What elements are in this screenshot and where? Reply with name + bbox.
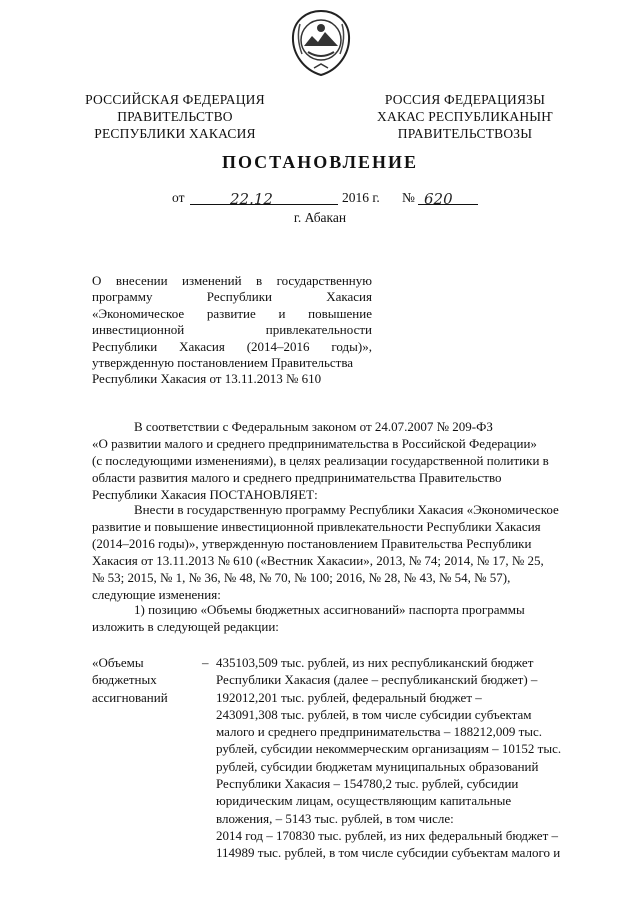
word: в bbox=[255, 273, 263, 288]
value-line: 435103,509 тыс. рублей, из них республиканский бюджет bbox=[216, 655, 534, 670]
subject-line bbox=[92, 306, 372, 322]
header-left-line: ПРАВИТЕЛЬСТВО bbox=[117, 109, 233, 124]
text-line: (с последующими изменениями), в целях реализации государственной политики в bbox=[92, 453, 549, 468]
text-line: В соответствии с Федеральным законом от 24.07.2007 № 209-ФЗ bbox=[134, 419, 493, 434]
value-line: Республики Хакасия (далее – республиканский бюджет) – bbox=[216, 672, 538, 688]
label-line: ассигнований bbox=[92, 689, 168, 705]
value-line: юридическим лицам, осуществляющим капитальные bbox=[216, 793, 512, 809]
text-line: Внести в государственную программу Республики Хакасия «Экономическое bbox=[134, 502, 559, 517]
text-line: Республики Хакасия ПОСТАНОВЛЯЕТ: bbox=[92, 487, 318, 502]
value-line: вложения, – 5143 тыс. рублей, в том числе: bbox=[216, 810, 454, 826]
text-line: изложить в следующей редакции: bbox=[92, 619, 279, 634]
header-right-line: РОССИЯ ФЕДЕРАЦИЯЗЫ bbox=[384, 92, 546, 107]
text-line: «О развитии малого и среднего предпринимательства в Российской Федерации» bbox=[92, 436, 537, 451]
date-prefix: от bbox=[172, 190, 185, 205]
number-sign: № bbox=[402, 190, 415, 205]
header-right bbox=[360, 91, 570, 142]
table-dash: – bbox=[202, 655, 209, 670]
word: внесении bbox=[115, 273, 168, 288]
text-line: (2014–2016 годы)», утвержденную постановлением Правительства Республики bbox=[92, 536, 532, 551]
number-underline bbox=[418, 190, 478, 208]
value-line: Республики Хакасия – 154780,2 тыс. рублей, субсидии bbox=[216, 776, 519, 792]
date-handwritten: 22.12 bbox=[230, 190, 273, 208]
value-line: рублей, субсидии некоммерческим организациям – 10152 тыс. bbox=[216, 741, 562, 757]
word: и bbox=[278, 305, 286, 321]
word: государственную bbox=[276, 273, 372, 288]
text-line: № 53; 2015, № 1, № 36, № 48, № 70, № 100; 2016, № 28, № 43, № 54, № 57), bbox=[92, 570, 511, 585]
text-line: Хакасия от 13.11.2013 № 610 («Вестник Хакасии», 2013, № 74; 2014, № 17, № 25, bbox=[92, 553, 544, 568]
coat-of-arms-icon bbox=[290, 10, 352, 76]
word: «Экономическое bbox=[92, 305, 185, 321]
word: привлекательности bbox=[265, 322, 372, 338]
header-left-line: РОССИЙСКАЯ ФЕДЕРАЦИЯ bbox=[85, 92, 265, 107]
subject-line: Республики Хакасия от 13.11.2013 № 610 bbox=[92, 371, 322, 387]
paragraph-preamble bbox=[92, 418, 597, 503]
subject-line: утвержденную постановлением Правительства bbox=[92, 355, 354, 371]
budget-table-label bbox=[92, 654, 212, 706]
value-line: 2014 год – 170830 тыс. рублей, из них федеральный бюджет – bbox=[216, 827, 558, 843]
label-line: «Объемы bbox=[92, 655, 144, 670]
value-line: 114989 тыс. рублей, в том числе субсидии субъектам малого и bbox=[216, 845, 561, 861]
subject-block bbox=[92, 273, 372, 388]
text-line: следующие изменения: bbox=[92, 587, 221, 602]
date-year: 2016 г. bbox=[342, 190, 380, 205]
document-title: ПОСТАНОВЛЕНИЕ bbox=[221, 152, 419, 172]
subject-line bbox=[92, 339, 372, 355]
word: (2014–2016 bbox=[246, 338, 310, 354]
subject-line bbox=[92, 273, 372, 289]
word: повышение bbox=[308, 305, 372, 321]
header-right-line: ХАКАС РЕСПУБЛИКАНЫҤ bbox=[377, 109, 553, 124]
text-line: развитие и повышение инвестиционной привлекательности Республики Хакасия bbox=[92, 519, 541, 534]
value-line: 192012,201 тыс. рублей, федеральный бюджет – bbox=[216, 689, 482, 705]
value-line: малого и среднего предпринимательства – 188212,009 тыс. bbox=[216, 724, 543, 740]
word: годы)», bbox=[331, 338, 372, 354]
word: Хакасия bbox=[326, 289, 372, 305]
header-left bbox=[70, 91, 280, 142]
word: Республики bbox=[206, 289, 272, 305]
number-handwritten: 620 bbox=[424, 190, 453, 208]
text-line: области развития малого и среднего предпринимательства Правительство bbox=[92, 470, 502, 485]
paragraph-amendments bbox=[92, 501, 597, 603]
word: Республики bbox=[92, 338, 158, 354]
word: О bbox=[92, 273, 102, 288]
header-right-line: ПРАВИТЕЛЬСТВОЗЫ bbox=[397, 126, 533, 141]
paragraph-item-1 bbox=[92, 601, 597, 635]
date-line bbox=[0, 190, 640, 210]
label-line: бюджетных bbox=[92, 672, 157, 688]
value-line: рублей, субсидии бюджетам муниципальных образований bbox=[216, 758, 539, 774]
word: развитие bbox=[206, 305, 256, 321]
text-line: 1) позицию «Объемы бюджетных ассигнований» паспорта программы bbox=[134, 602, 525, 617]
header-left-line: РЕСПУБЛИКИ ХАКАСИЯ bbox=[94, 126, 256, 141]
subject-line bbox=[92, 289, 372, 305]
word: инвестиционной bbox=[92, 322, 185, 338]
city: г. Абакан bbox=[293, 210, 347, 225]
date-underline bbox=[190, 190, 338, 208]
word: Хакасия bbox=[179, 338, 225, 354]
word: программу bbox=[92, 289, 153, 305]
word: изменений bbox=[182, 273, 242, 288]
budget-table-value bbox=[216, 654, 602, 862]
subject-line bbox=[92, 322, 372, 338]
value-line: 243091,308 тыс. рублей, в том числе субсидии субъектам bbox=[216, 706, 532, 722]
